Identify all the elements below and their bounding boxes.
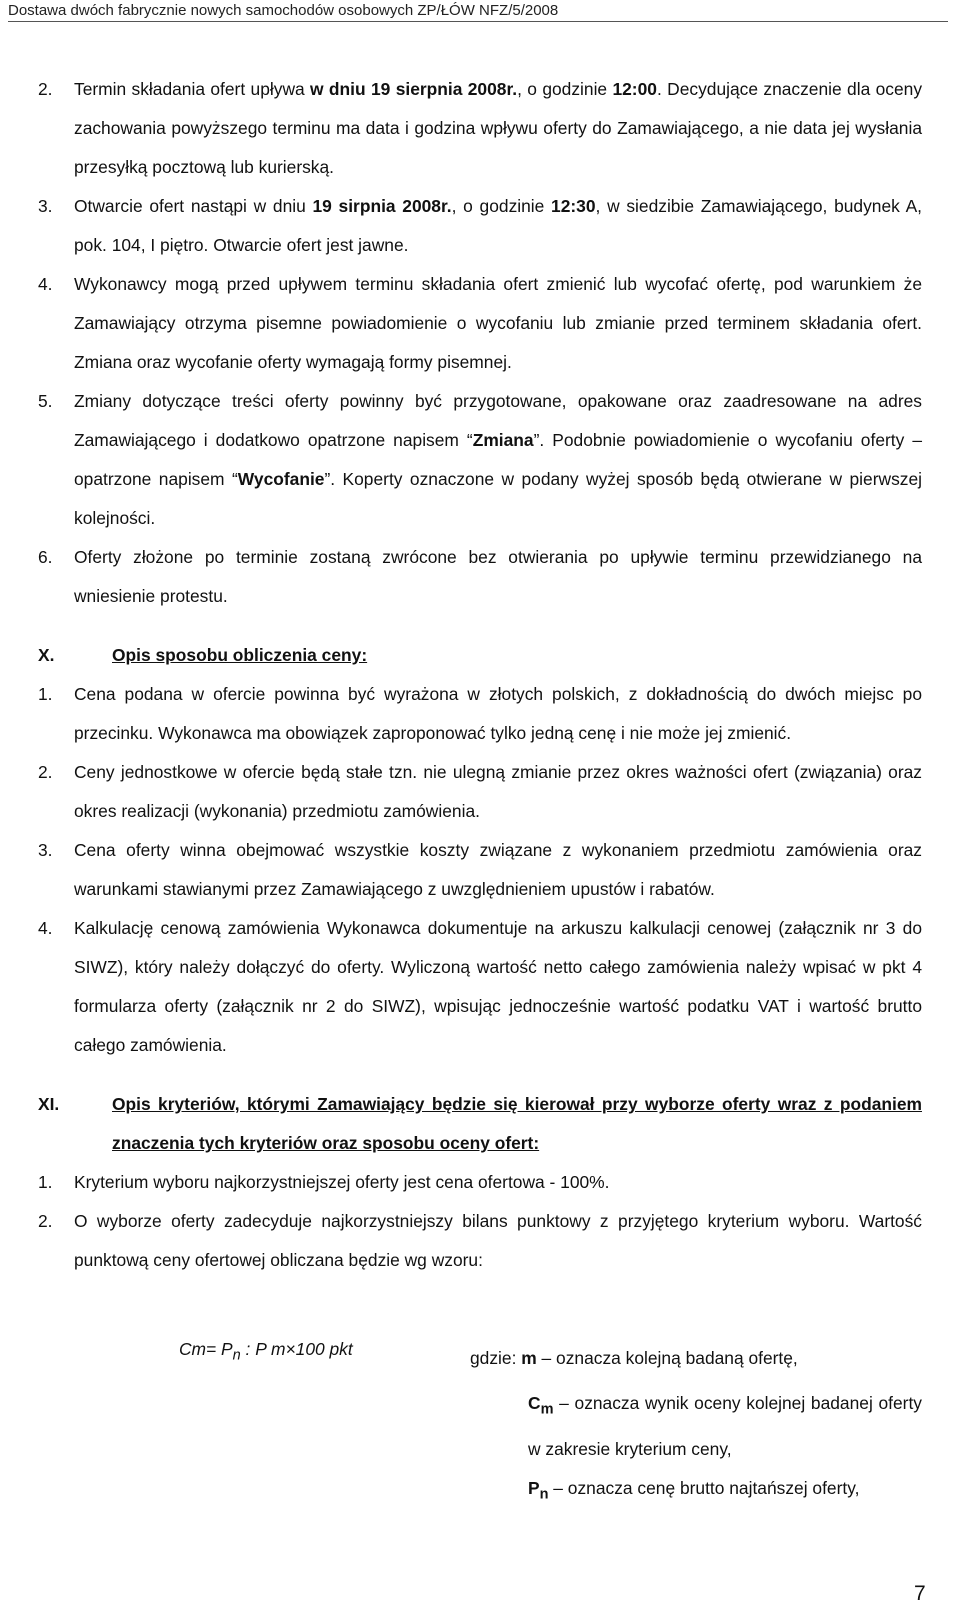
formula-expression: $Cm= P_n$ : P m×100 pkt [179, 1339, 353, 1364]
list-item: 2. O wyborze oferty zadecyduje najkorzystniejszy bilans punktowy z przyjętego kryterium wyboru. Wartość punktową ceny ofertowej obliczana będzie wg wzoru: [38, 1211, 922, 1270]
list-item: 3. Otwarcie ofert nastąpi w dniu 19 sirpnia 2008r., o godzinie 12:30, w siedzibie Zamawiającego, budynek A, pok. 104, I piętro. Otwarcie ofert jest jawne. [38, 196, 922, 255]
list-item: 1. Kryterium wyboru najkorzystniejszej oferty jest cena ofertowa - 100%. [38, 1172, 610, 1192]
list-item: 1. Cena podana w ofercie powinna być wyrażona w złotych polskich, z dokładnością do dwóch miejsc po przecinku. Wykonawca ma obowiązek zaproponować tylko jedną cenę i nie może jej zmienić. [38, 684, 922, 743]
page-number: 7 [914, 1582, 926, 1605]
list-item: 4. Wykonawcy mogą przed upływem terminu składania ofert zmienić lub wycofać ofertę, pod warunkiem że Zamawiający otrzyma pisemne powiadomienie o wycofaniu lub zmianie przed terminem składania ofert. Zmiana oraz wycofanie oferty wymagają formy pisemnej. [38, 274, 922, 372]
list-item: 6. Oferty złożone po terminie zostaną zwrócone bez otwierania po upływie terminu przewidzianego na wniesienie protestu. [38, 547, 922, 606]
scoring-formula [38, 1335, 922, 1515]
list-item: 2. Ceny jednostkowe w ofercie będą stałe tzn. nie ulegną zmianie przez okres ważności ofert (związania) oraz okres realizacji (wykonania) przedmiotu zamówienia. [38, 762, 922, 821]
formula-definitions [470, 1339, 922, 1514]
section-heading-x: X. Opis sposobu obliczenia ceny: [38, 645, 368, 665]
list-item: 3. Cena oferty winna obejmować wszystkie koszty związane z wykonaniem przedmiotu zamówienia oraz warunkami stawianymi przez Zamawiającego z uwzględnieniem upustów i rabatów. [38, 840, 922, 899]
running-header: Dostawa dwóch fabrycznie nowych samochodów osobowych ZP/ŁÓW NFZ/5/2008 [8, 2, 948, 22]
section-heading-xi: XI. Opis kryteriów, którymi Zamawiający będzie się kierował przy wyborze oferty wraz z podaniem znaczenia tych kryteriów oraz sposobu oceny ofert: [38, 1094, 922, 1153]
list-item: 4. Kalkulację cenową zamówienia Wykonawca dokumentuje na arkuszu kalkulacji cenowej (załącznik nr 3 do SIWZ), który należy dołączyć do oferty. Wyliczoną wartość netto całego zamówienia należy wpisać w pkt 4 formularza oferty (załącznik nr 2 do SIWZ), wpisując jednocześnie wartość podatku VAT i wartość brutto całego zamówienia. [38, 918, 922, 1055]
list-item: 2. Termin składania ofert upływa w dniu 19 sierpnia 2008r., o godzinie 12:00. Decydujące znaczenie dla oceny zachowania powyższego terminu ma data i godzina wpływu oferty do Zamawiającego, a nie data jej wysłania przesyłką pocztową lub kurierską. [38, 79, 923, 177]
formula-definition: $P_n$ – oznacza cenę brutto najtańszej oferty, [528, 1477, 860, 1503]
list-item: 5. Zmiany dotyczące treści oferty powinny być przygotowane, opakowane oraz zaadresowane na adres Zamawiającego i dodatkowo opatrzone napisem “Zmiana”. Podobnie powiadomienie o wycofaniu oferty – opatrzone napisem “Wycofanie”. Koperty oznaczone w podany wyżej sposób będą otwierane w pierwszej kolejności. [38, 391, 922, 528]
document-body [38, 70, 922, 1515]
formula-definition: gdzie: m – oznacza kolejną badaną ofertę, [470, 1348, 798, 1368]
formula-definition: $C_m$ – oznacza wynik oceny kolejnej badanej oferty w zakresie kryterium ceny, [528, 1393, 922, 1459]
